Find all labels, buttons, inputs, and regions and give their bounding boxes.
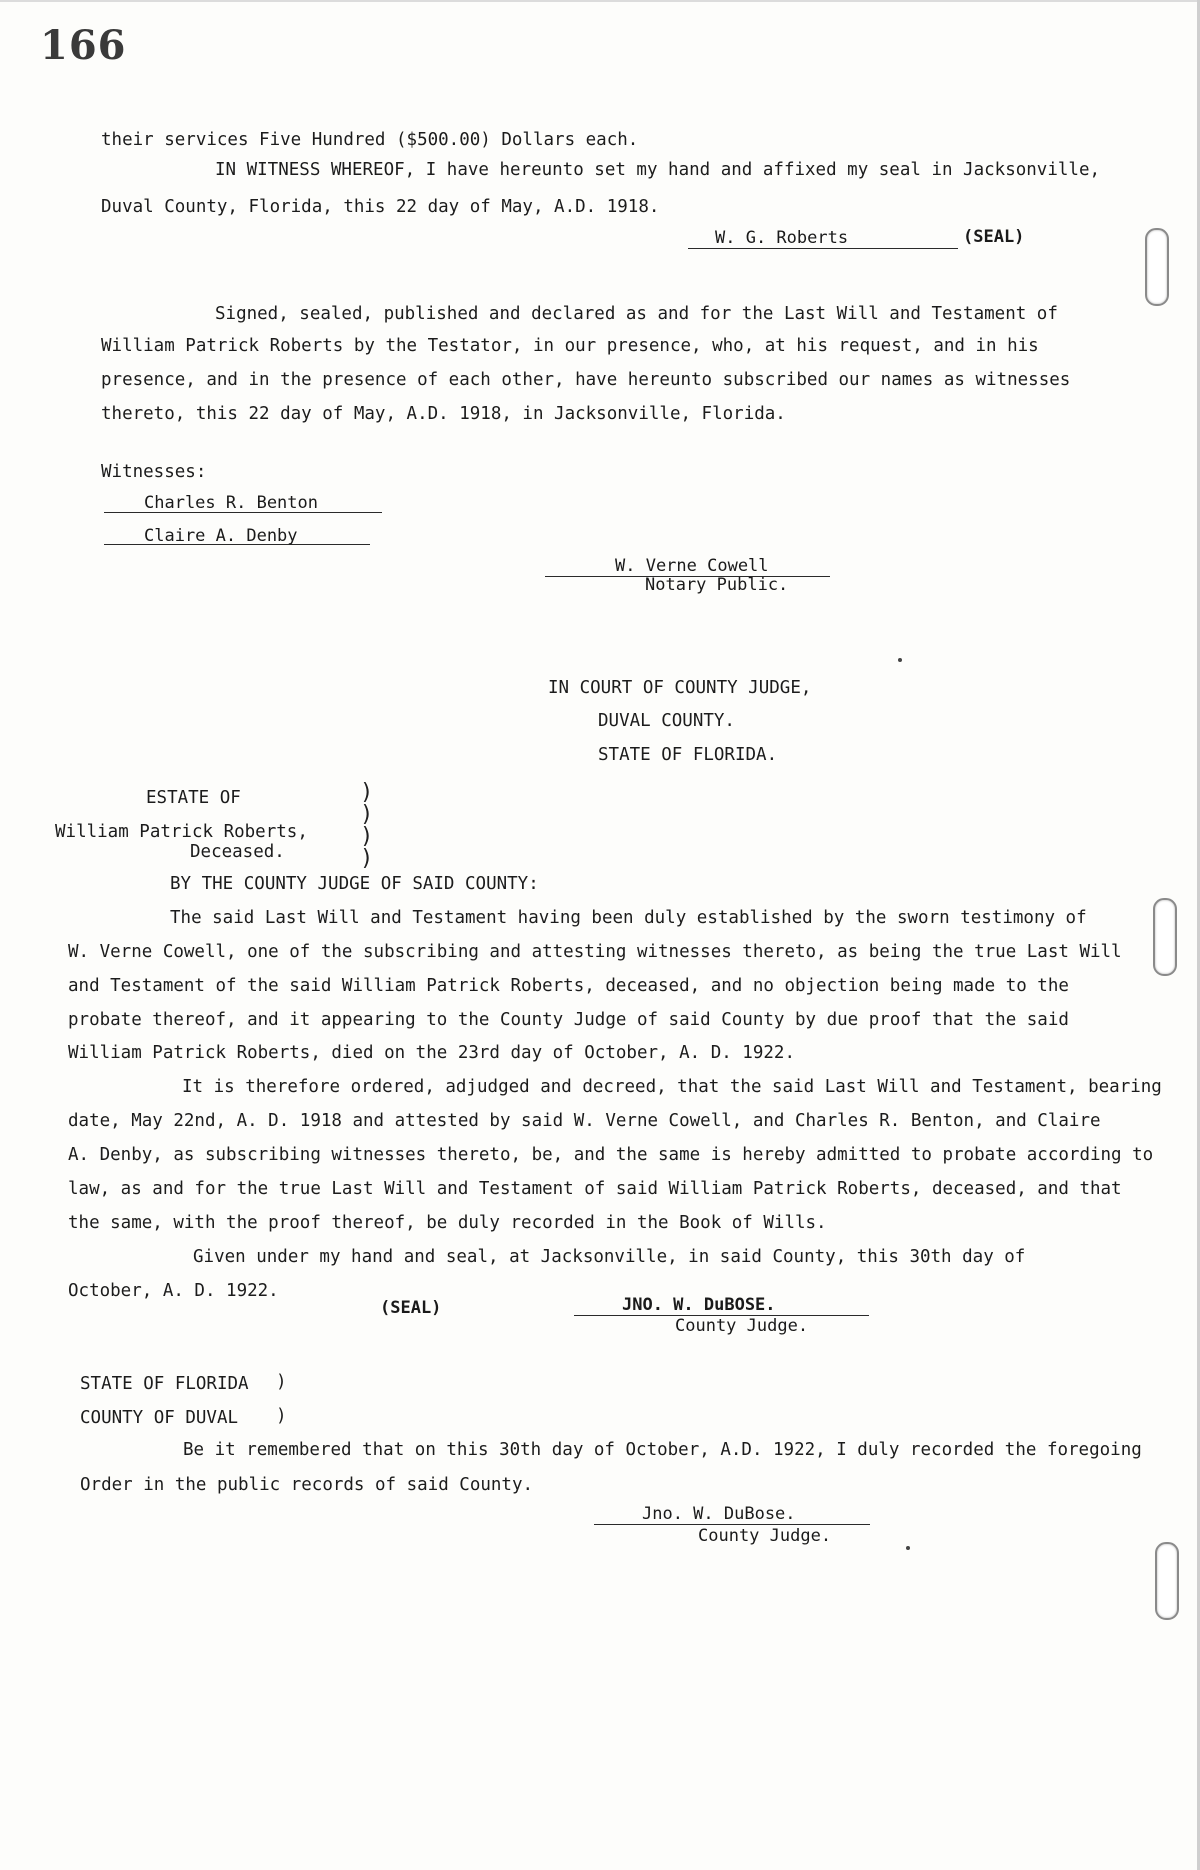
binder-ring-middle	[1153, 898, 1177, 976]
court-header-line-1: IN COURT OF COUNTY JUDGE,	[548, 678, 812, 698]
order-heading: BY THE COUNTY JUDGE OF SAID COUNTY:	[170, 874, 539, 894]
caption-brace-3: )	[362, 824, 371, 849]
caption-brace-2: )	[362, 802, 371, 827]
recording-state: STATE OF FLORIDA	[80, 1374, 249, 1394]
recording-line-2: Order in the public records of said County.	[80, 1475, 534, 1495]
estate-status: Deceased.	[190, 842, 285, 862]
page-number: 166	[40, 22, 127, 69]
notary-title: Notary Public.	[645, 575, 789, 595]
attestation-line-4: thereto, this 22 day of May, A.D. 1918, in Jacksonville, Florida.	[101, 404, 786, 424]
ink-speck-2	[906, 1546, 910, 1550]
testator-seal: (SEAL)	[963, 227, 1025, 247]
judge-title: County Judge.	[675, 1316, 809, 1336]
attestation-line-1: Signed, sealed, published and declared as and for the Last Will and Testament of	[215, 304, 1058, 324]
notary-signature: W. Verne Cowell	[615, 556, 769, 576]
order-p2-line-4: law, as and for the true Last Will and Testament of said William Patrick Roberts, deceased, and that	[68, 1179, 1122, 1199]
witnesses-label: Witnesses:	[101, 462, 207, 482]
caption-brace-4: )	[362, 846, 371, 871]
estate-label: ESTATE OF	[146, 788, 241, 808]
order-p1-line-4: probate thereof, and it appearing to the County Judge of said County by due proof that the said	[68, 1010, 1069, 1030]
recording-judge-title: County Judge.	[698, 1526, 832, 1546]
order-p1-line-3: and Testament of the said William Patrick Roberts, deceased, and no objection being made to the	[68, 976, 1069, 996]
order-p1-line-1: The said Last Will and Testament having been duly established by the sworn testimony of	[170, 908, 1087, 928]
caption-brace-1: )	[362, 780, 371, 805]
will-closing-line-2: IN WITNESS WHEREOF, I have hereunto set my hand and affixed my seal in Jacksonville,	[215, 160, 1101, 180]
recording-state-paren: )	[276, 1372, 287, 1392]
court-header-line-3: STATE OF FLORIDA.	[598, 745, 778, 765]
attestation-line-2: William Patrick Roberts by the Testator, in our presence, who, at his request, and in his	[101, 336, 1039, 356]
recording-signature-line	[594, 1524, 870, 1525]
recording-line-1: Be it remembered that on this 30th day of October, A.D. 1922, I duly recorded the foregoing	[183, 1440, 1142, 1460]
will-closing-line-1: their services Five Hundred ($500.00) Dollars each.	[101, 130, 639, 150]
order-p2-line-3: A. Denby, as subscribing witnesses thereto, be, and the same is hereby admitted to probate according to	[68, 1145, 1154, 1165]
page-top-edge	[0, 0, 1200, 2]
binder-ring-top	[1145, 228, 1169, 306]
recording-county: COUNTY OF DUVAL	[80, 1408, 239, 1428]
order-p2-line-5: the same, with the proof thereof, be duly recorded in the Book of Wills.	[68, 1213, 827, 1233]
order-given-line-1: Given under my hand and seal, at Jacksonville, in said County, this 30th day of	[193, 1247, 1026, 1267]
recording-judge-signature: Jno. W. DuBose.	[642, 1504, 796, 1524]
estate-name: William Patrick Roberts,	[55, 822, 308, 842]
order-p2-line-2: date, May 22nd, A. D. 1918 and attested by said W. Verne Cowell, and Charles R. Benton, and Claire	[68, 1111, 1101, 1131]
witness-1-signature: Charles R. Benton	[144, 493, 318, 513]
order-p2-line-1: It is therefore ordered, adjudged and decreed, that the said Last Will and Testament, bearing	[182, 1077, 1162, 1097]
will-closing-line-3: Duval County, Florida, this 22 day of May, A.D. 1918.	[101, 197, 660, 217]
order-p1-line-2: W. Verne Cowell, one of the subscribing and attesting witnesses thereto, as being the true Last Will	[68, 942, 1122, 962]
ink-speck	[898, 658, 902, 662]
recording-county-paren: )	[276, 1406, 287, 1426]
testator-signature: W. G. Roberts	[715, 228, 849, 248]
order-given-line-2: October, A. D. 1922.	[68, 1281, 279, 1301]
order-seal: (SEAL)	[380, 1298, 442, 1318]
binder-ring-bottom	[1155, 1542, 1179, 1620]
witness-2-signature: Claire A. Denby	[144, 526, 298, 546]
testator-signature-line	[688, 248, 958, 249]
attestation-line-3: presence, and in the presence of each other, have hereunto subscribed our names as witnesses	[101, 370, 1071, 390]
court-header-line-2: DUVAL COUNTY.	[598, 711, 735, 731]
judge-signature: JNO. W. DuBOSE.	[622, 1295, 776, 1315]
order-p1-line-5: William Patrick Roberts, died on the 23rd day of October, A. D. 1922.	[68, 1043, 795, 1063]
